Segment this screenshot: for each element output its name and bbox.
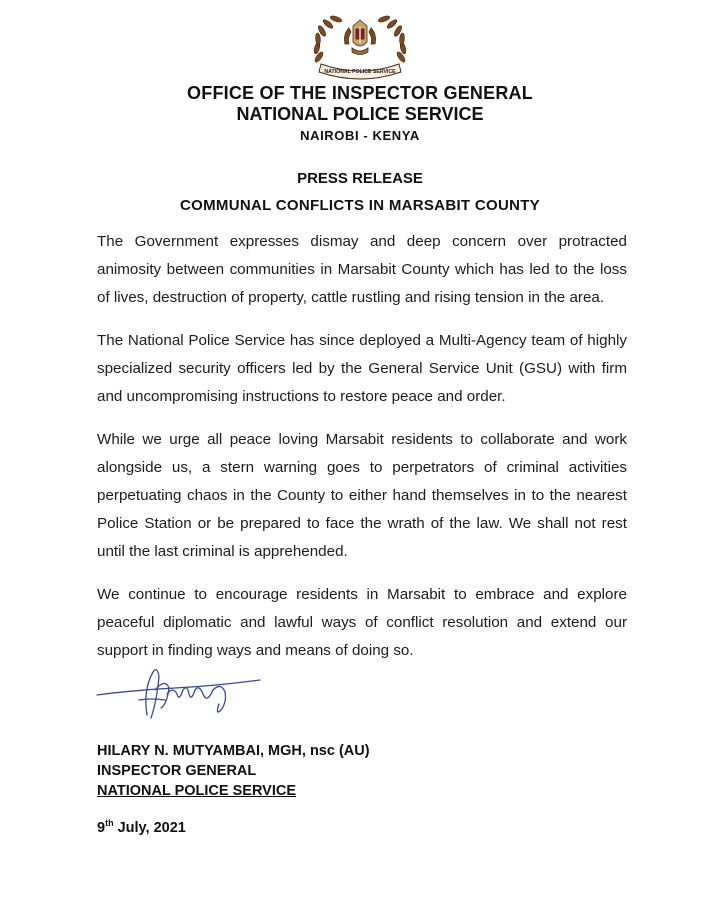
- paragraph-4: We continue to encourage residents in Marsabit to embrace and explore peaceful diplomatic and lawful ways of conflict resolution and extend our support in finding ways and means of doing so.: [97, 586, 627, 659]
- date-rest: July, 2021: [117, 819, 186, 836]
- release-subject: COMMUNAL CONFLICTS IN MARSABIT COUNTY: [180, 197, 540, 214]
- signatory-title: INSPECTOR GENERAL: [97, 763, 257, 779]
- signatory-block: [97, 741, 370, 801]
- release-date: [97, 818, 186, 836]
- paragraph-2: The National Police Service has since deployed a Multi-Agency team of highly specialized security officers led by the General Service Unit (GSU) with firm and uncompromising instructions to restore peace and order.: [97, 332, 627, 405]
- date-day: 9: [97, 819, 106, 836]
- date-suffix: th: [105, 818, 114, 828]
- handwritten-signature: [95, 660, 265, 730]
- location-line: NAIROBI - KENYA: [300, 128, 420, 143]
- national-police-service-emblem-icon: [305, 12, 415, 80]
- release-type: PRESS RELEASE: [297, 170, 423, 187]
- service-title: NATIONAL POLICE SERVICE: [236, 104, 484, 124]
- office-title: OFFICE OF THE INSPECTOR GENERAL: [187, 83, 533, 103]
- paragraph-3: While we urge all peace loving Marsabit residents to collaborate and work alongside us, a stern warning goes to perpetrators of criminal activities perpetuating chaos in the County to either hand themselves in to the nearest Police Station or be prepared to face the wrath of the law. We shall not rest until the last criminal is apprehended.: [97, 431, 627, 560]
- signatory-organization: NATIONAL POLICE SERVICE: [97, 783, 296, 799]
- svg-text:NATIONAL POLICE SERVICE: NATIONAL POLICE SERVICE: [324, 69, 396, 75]
- signatory-name: HILARY N. MUTYAMBAI, MGH, nsc (AU): [97, 743, 370, 759]
- release-body: [97, 228, 627, 680]
- paragraph-1: The Government expresses dismay and deep concern over protracted animosity between communities in Marsabit County which has led to the loss of lives, destruction of property, cattle rustling and rising tension in the area.: [97, 233, 627, 306]
